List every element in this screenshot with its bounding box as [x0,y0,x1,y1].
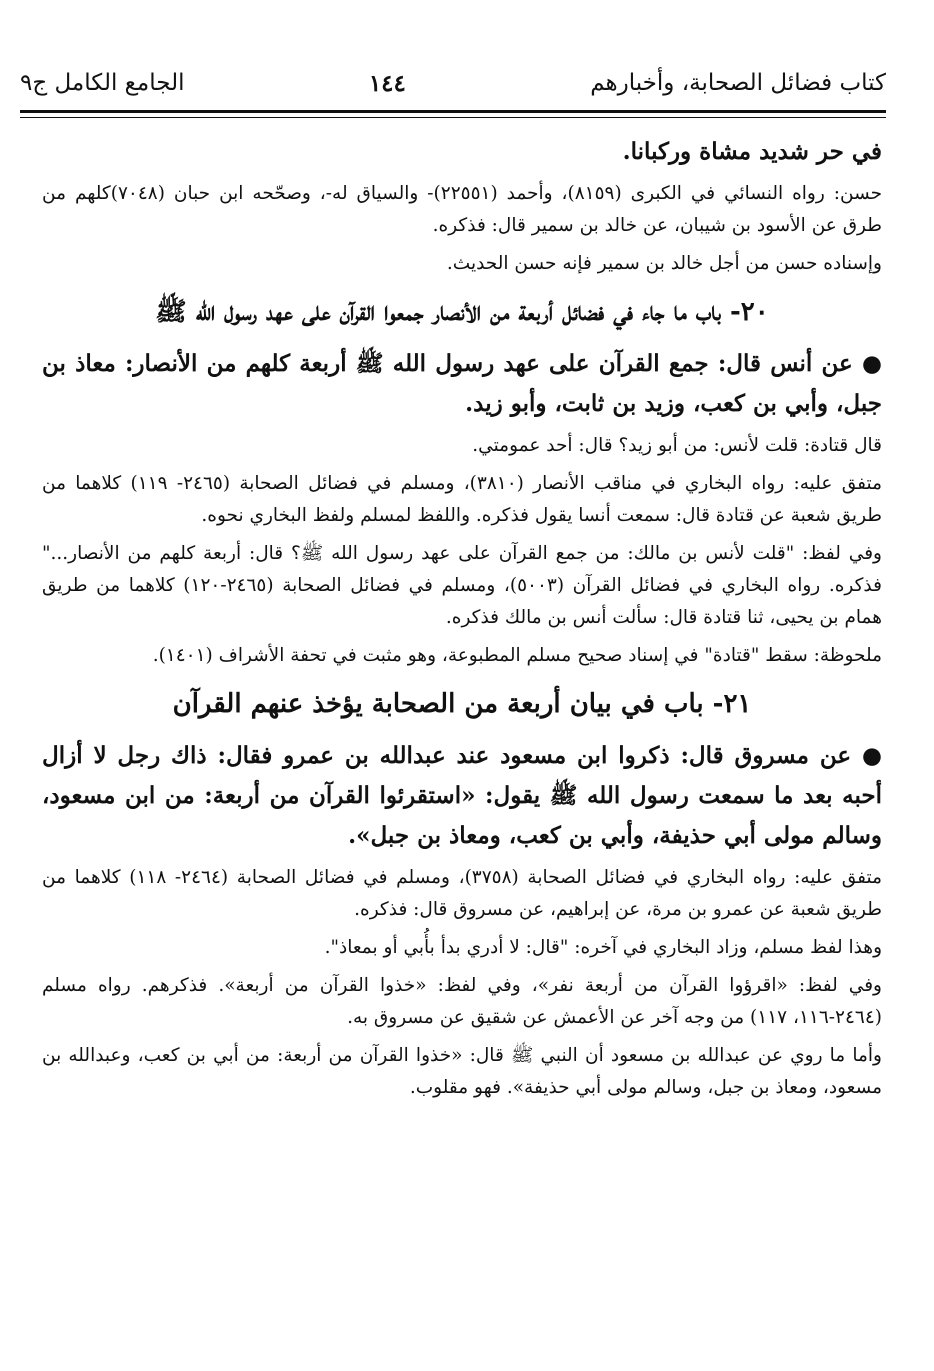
page-body [42,132,882,1104]
takhrij-note: حسن: رواه النسائي في الكبرى (٨١٥٩)، وأحمد (٢٢٥٥١)- والسياق له-، وصحّحه ابن حبان (٧٠٤٨)كلهم من طرق عن الأسود بن شيبان، عن خالد بن سمير قال: فذكره. [42,183,883,236]
inverted-narration-note: وأما ما روي عن عبدالله بن مسعود أن النبي ﷺ قال: «خذوا القرآن من أربعة: من أبي بن كعب، وعبدالله بن مسعود، ومعاذ بن جبل، وسالم مولى أبي حذيفة». فهو مقلوب. [42,1045,882,1098]
wording-note: وهذا لفظ مسلم، وزاد البخاري في آخره: "قال: لا أدري بدأ بأُبي أو بمعاذ". [324,937,882,958]
hadith-masruq: ● عن مسروق قال: ذكروا ابن مسعود عند عبدالله بن عمرو فقال: ذاك رجل لا أزال أحبه بعد ما سمعت رسول الله ﷺ يقول: «استقرئوا القرآن من أربعة: من ابن مسعود، وسالم مولى أبي حذيفة، وأبي بن كعب، ومعاذ بن جبل». [42,742,882,849]
hadith-anas: ● عن أنس قال: جمع القرآن على عهد رسول الله ﷺ أربعة كلهم من الأنصار: معاذ بن جبل، وأبي بن كعب، وزيد بن ثابت، وأبو زيد. [42,350,882,417]
page-number: ١٤٤ [368,69,406,97]
chapter-heading-20: ٢٠- باب ما جاء في فضائل أربعة من الأنصار جمعوا القرآن على عهد رسول الله ﷺ [155,297,769,327]
variant-note: وفي لفظ: «اقرؤوا القرآن من أربعة نفر»، وفي لفظ: «خذوا القرآن من أربعة». فذكرهم. رواه مسلم (٢٤٦٤-١١٦، ١١٧) من وجه آخر عن الأعمش عن شقيق عن مسروق به. [42,975,882,1028]
hadith-continuation: في حر شديد مشاة وركبانا. [622,138,882,165]
grading-note: وإسناده حسن من أجل خالد بن سمير فإنه حسن الحديث. [446,253,882,274]
header-rule [20,110,886,113]
chapter-heading-21: ٢١- باب في بيان أربعة من الصحابة يؤخذ عنهم القرآن [172,689,752,719]
volume-label: الجامع الكامل ج٩ [20,70,185,96]
book-title: كتاب فضائل الصحابة، وأخبارهم [590,70,886,96]
takhrij-note: متفق عليه: رواه البخاري في فضائل الصحابة (٣٧٥٨)، ومسلم في فضائل الصحابة (٢٤٦٤- ١١٨) كلاهما من طريق شعبة عن عمرو بن مرة، عن إبراهيم، عن مسروق قال: فذكره. [42,867,882,920]
page-header [20,62,886,104]
header-rule-thin [20,117,886,118]
qatada-note: قال قتادة: قلت لأنس: من أبو زيد؟ قال: أحد عمومتي. [472,435,882,456]
variant-note: وفي لفظ: "قلت لأنس بن مالك: من جمع القرآن على عهد رسول الله ﷺ؟ قال: أربعة كلهم من الأنصار..." فذكره. رواه البخاري في فضائل القرآن (٥٠٠٣)، ومسلم في فضائل الصحابة (٢٤٦٥-١٢٠) كلاهما من طريق همام بن يحيى، ثنا قتادة قال: سألت أنس بن مالك فذكره. [42,543,882,628]
takhrij-note: متفق عليه: رواه البخاري في مناقب الأنصار (٣٨١٠)، ومسلم في فضائل الصحابة (٢٤٦٥- ١١٩) كلاهما من طريق شعبة عن قتادة قال: سمعت أنسا يقول فذكره. واللفظ لمسلم ولفظ البخاري نحوه. [42,473,882,526]
remark-note: ملحوظة: سقط "قتادة" في إسناد صحيح مسلم المطبوعة، وهو مثبت في تحفة الأشراف (١٤٠١). [152,645,882,666]
